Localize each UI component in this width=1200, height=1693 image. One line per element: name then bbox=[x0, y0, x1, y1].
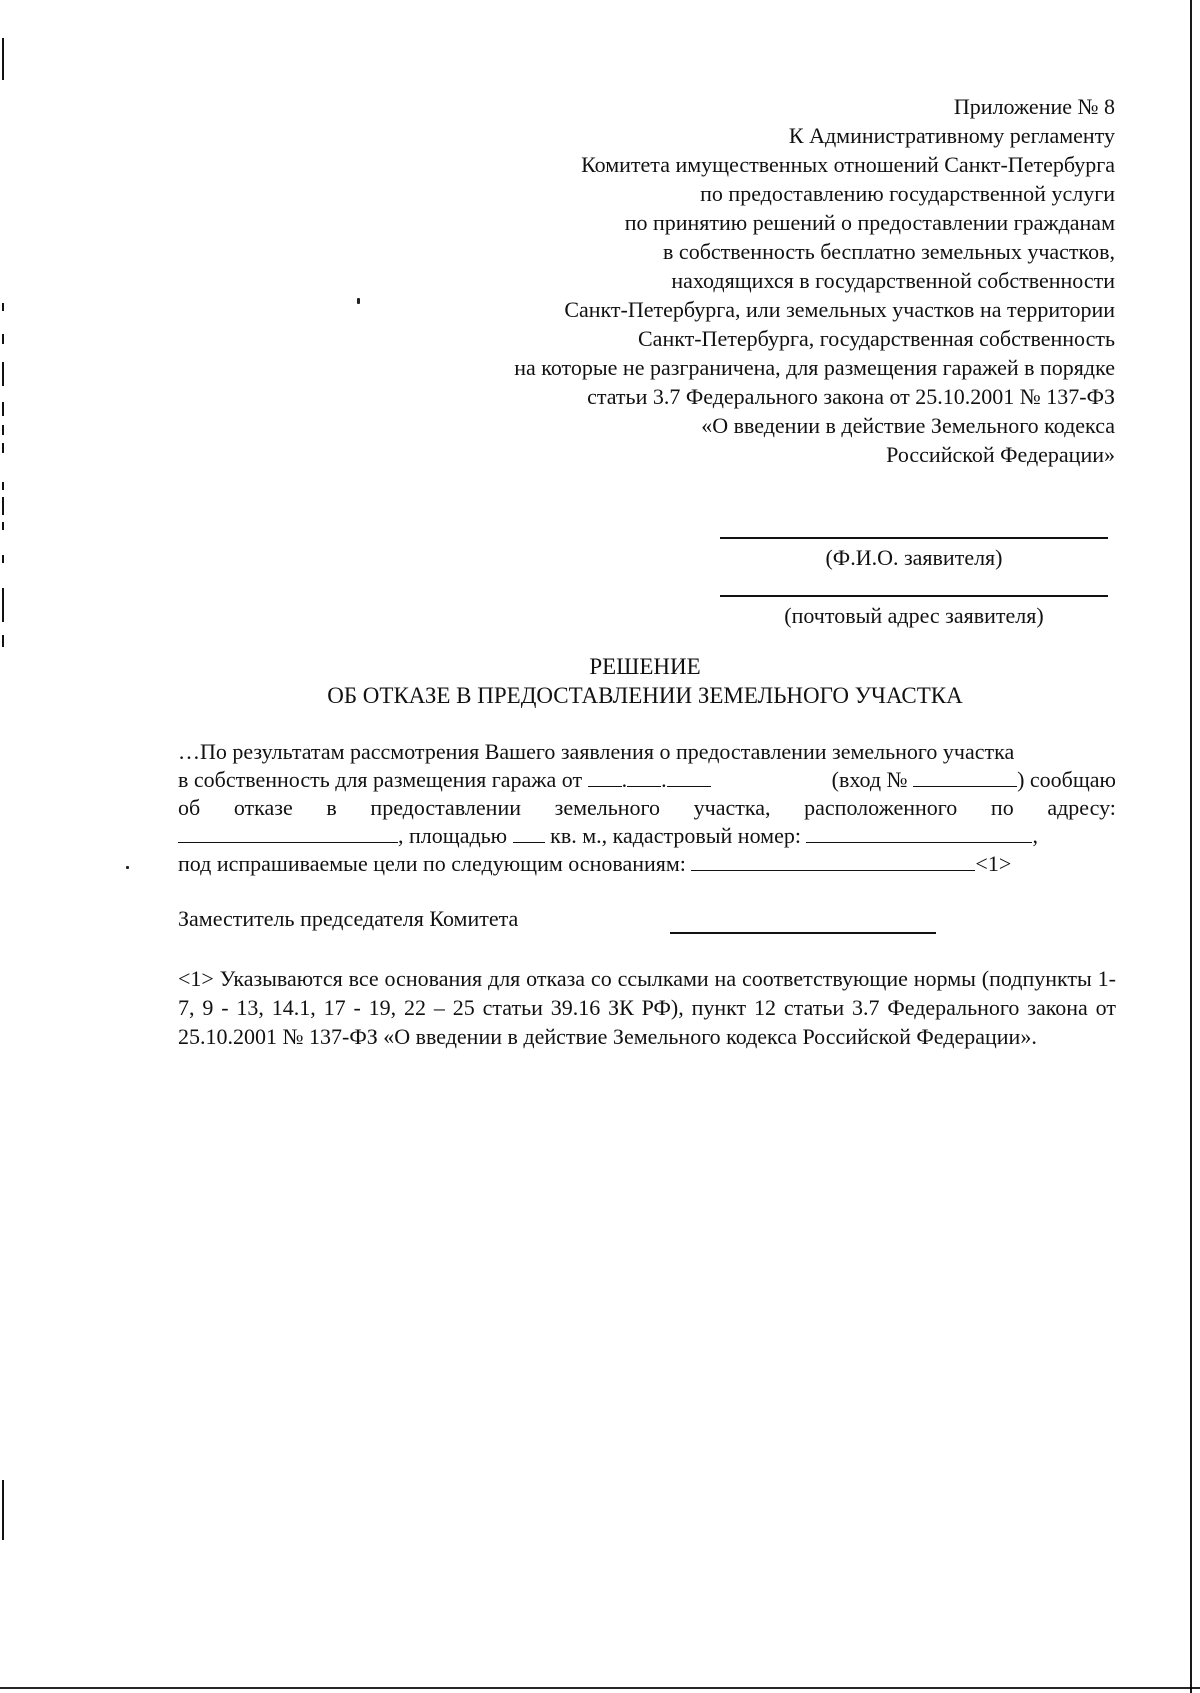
scan-speck bbox=[126, 866, 129, 869]
body-text-fragment bbox=[178, 766, 711, 794]
body-text: в собственность для размещения гаража от bbox=[178, 767, 583, 792]
body-line-4 bbox=[178, 822, 1116, 850]
signature-blank-line bbox=[670, 932, 936, 934]
scan-mark bbox=[2, 425, 4, 435]
document-title bbox=[180, 652, 1110, 710]
date-day-blank bbox=[588, 768, 622, 787]
scan-mark bbox=[2, 362, 4, 386]
incoming-number-blank bbox=[913, 768, 1017, 787]
scan-mark bbox=[2, 443, 4, 453]
body-line-5 bbox=[178, 850, 1116, 878]
scan-mark bbox=[2, 402, 4, 416]
appendix-line: К Административному регламенту bbox=[788, 123, 1115, 148]
date-year-blank bbox=[667, 768, 711, 787]
body-word: участка, bbox=[693, 795, 771, 820]
appendix-line: Приложение № 8 bbox=[953, 94, 1115, 119]
decision-body bbox=[178, 738, 1116, 878]
address-blank bbox=[178, 824, 398, 843]
footnote-reference: <1> bbox=[975, 851, 1012, 876]
body-word: отказе bbox=[233, 795, 293, 820]
applicant-address-blank-line bbox=[720, 595, 1108, 597]
appendix-line: Комитета имущественных отношений Санкт-Петербурга bbox=[581, 152, 1115, 177]
scan-edge-right bbox=[1190, 0, 1192, 1693]
body-word: земельного bbox=[554, 795, 661, 820]
signatory-title: Заместитель председателя Комитета bbox=[178, 906, 519, 931]
title-line-1: РЕШЕНИЕ bbox=[589, 654, 701, 679]
scan-mark bbox=[2, 588, 4, 622]
body-word: расположенного bbox=[804, 795, 958, 820]
applicant-address-field bbox=[720, 595, 1108, 629]
body-word: предоставлении bbox=[370, 795, 521, 820]
body-word: в bbox=[326, 795, 337, 820]
scan-edge-bottom bbox=[0, 1687, 1200, 1689]
scan-mark bbox=[2, 497, 4, 515]
scan-mark bbox=[2, 522, 4, 530]
body-text: , площадью bbox=[398, 823, 508, 848]
body-text: (вход № bbox=[831, 767, 908, 792]
signature-block bbox=[178, 905, 938, 933]
date-month-blank bbox=[627, 768, 661, 787]
cadastral-number-blank bbox=[806, 824, 1032, 843]
body-text: кв. м., кадастровый номер: bbox=[550, 823, 801, 848]
applicant-name-field bbox=[720, 537, 1108, 571]
body-line-3 bbox=[178, 794, 1116, 822]
scan-mark bbox=[2, 635, 4, 647]
body-text-fragment bbox=[832, 766, 1116, 794]
title-line-2: ОБ ОТКАЗЕ В ПРЕДОСТАВЛЕНИИ ЗЕМЕЛЬНОГО УЧАСТКА bbox=[327, 683, 963, 708]
appendix-line: Санкт-Петербурга, государственная собственность bbox=[638, 326, 1115, 351]
body-text: под испрашиваемые цели по следующим основаниям: bbox=[178, 851, 686, 876]
appendix-line: Российской Федерации» bbox=[886, 442, 1115, 467]
scan-mark bbox=[2, 555, 4, 563]
appendix-line: по принятию решений о предоставлении гражданам bbox=[624, 210, 1115, 235]
body-text: ) сообщаю bbox=[1017, 767, 1116, 792]
applicant-name-caption: (Ф.И.О. заявителя) bbox=[825, 545, 1003, 570]
appendix-header bbox=[355, 92, 1115, 469]
body-word: об bbox=[178, 795, 201, 820]
appendix-line: на которые не разграничена, для размещения гаражей в порядке bbox=[514, 355, 1115, 380]
body-word: адресу: bbox=[1047, 795, 1116, 820]
appendix-line: статьи 3.7 Федерального закона от 25.10.2001 № 137-ФЗ bbox=[587, 384, 1115, 409]
body-word: по bbox=[990, 795, 1014, 820]
body-text: , bbox=[1032, 823, 1038, 848]
footnote: <1> Указываются все основания для отказа со ссылками на соответствующие нормы (подпункты 1-7, 9 - 13, 14.1, 17 - 19, 22 – 25 статьи 39.16 ЗК РФ), пункт 12 статьи 3.7 Федерального закона от 25.10.2001 № 137-ФЗ «О введении в действие Земельного кодекса Российской Федерации». bbox=[178, 966, 1116, 1049]
applicant-address-caption: (почтовый адрес заявителя) bbox=[784, 603, 1044, 628]
scan-mark bbox=[2, 303, 4, 311]
scan-mark bbox=[2, 482, 4, 490]
appendix-line: находящихся в государственной собственности bbox=[671, 268, 1115, 293]
applicant-name-blank-line bbox=[720, 537, 1108, 539]
appendix-line: в собственность бесплатно земельных участков, bbox=[663, 239, 1115, 264]
appendix-line: «О введении в действие Земельного кодекса bbox=[701, 413, 1115, 438]
body-line-1: …По результатам рассмотрения Вашего заявления о предоставлении земельного участка bbox=[178, 739, 1015, 764]
scan-mark bbox=[2, 38, 4, 80]
appendix-line: по предоставлению государственной услуги bbox=[700, 181, 1115, 206]
date-separator: . bbox=[661, 767, 667, 792]
date-separator: . bbox=[621, 767, 628, 792]
scan-mark bbox=[2, 1480, 4, 1540]
body-line-2 bbox=[178, 766, 1116, 794]
appendix-line: Санкт-Петербурга, или земельных участков на территории bbox=[564, 297, 1115, 322]
scan-mark bbox=[2, 334, 4, 344]
scan-edge-left-marks bbox=[0, 0, 8, 1693]
area-blank bbox=[513, 824, 545, 843]
grounds-blank bbox=[691, 852, 975, 871]
